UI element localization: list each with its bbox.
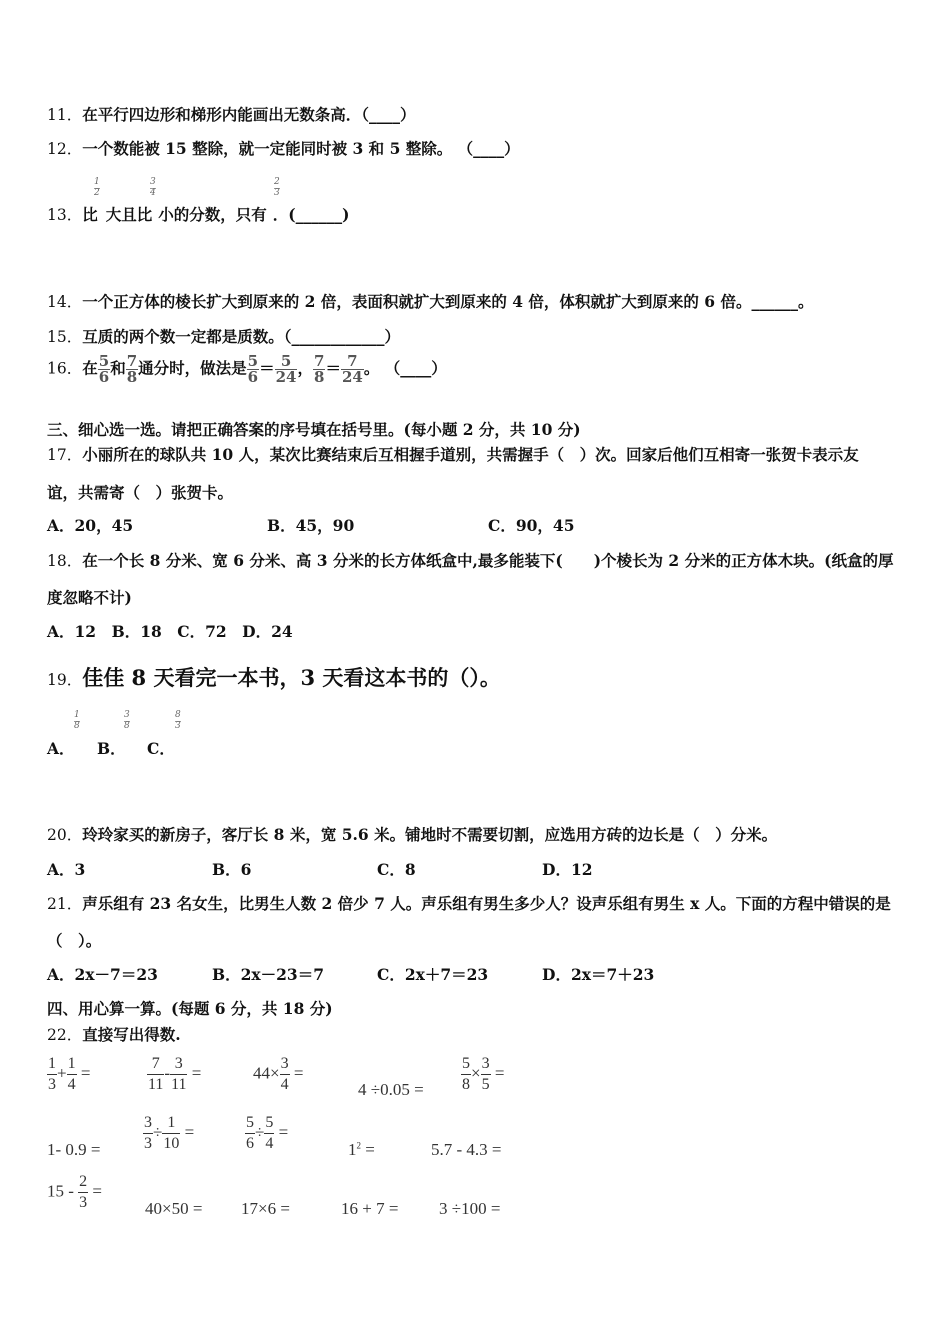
question-18 bbox=[47, 549, 893, 571]
question-21-line-2: （ ）。 bbox=[47, 931, 102, 950]
question-text: 玲玲家买的新房子，客厅长 8 米，宽 5.6 米。铺地时不需要切割，应选用方砖的边长是（ ）分米。 bbox=[82, 825, 778, 844]
fraction-2-3: 2 3 bbox=[274, 177, 280, 198]
question-number: 19． bbox=[47, 671, 83, 689]
question-number: 16． bbox=[47, 359, 83, 378]
option-a[interactable]: A．2x－7＝23 bbox=[47, 965, 158, 984]
text-part: 通分时，做法是 bbox=[138, 358, 247, 378]
question-text: 一个数能被 15 整除，就一定能同时被 3 和 5 整除。 （____） bbox=[82, 139, 520, 158]
option-b[interactable]: B．2x－23＝7 bbox=[212, 965, 324, 984]
option-a[interactable]: A．3 bbox=[47, 860, 86, 879]
calc-item: $1^2$ = bbox=[348, 1140, 375, 1159]
fraction-5-24: $\frac{5}{24}$ bbox=[275, 352, 297, 386]
option-c[interactable]: C． bbox=[147, 739, 175, 758]
fraction-8-3: 8 3 bbox=[175, 710, 181, 731]
fraction-3-8: 3 8 bbox=[124, 710, 130, 731]
option-d[interactable]: D．12 bbox=[542, 860, 593, 879]
text-part: ， bbox=[297, 358, 313, 378]
text-part: 小的分数，只有 bbox=[158, 205, 267, 224]
calc-item: 5.7 - 4.3 = bbox=[431, 1140, 502, 1159]
option-b[interactable]: B．6 bbox=[212, 860, 252, 879]
option-a[interactable]: A． bbox=[47, 739, 75, 758]
text-part: 大且比 bbox=[105, 205, 153, 224]
calc-item: $\frac{7}{11}$ - $\frac{3}{11}$ = bbox=[148, 1055, 202, 1093]
calc-item: 4 ÷0.05 = bbox=[358, 1080, 424, 1099]
question-22 bbox=[47, 1023, 181, 1045]
question-text: 在一个长 8 分米、宽 6 分米、高 3 分米的长方体纸盒中,最多能装下( )个棱长为 2 分米的正方体木块。(纸盒的厚 bbox=[82, 551, 894, 570]
option-a[interactable]: A．20，45 bbox=[47, 516, 134, 535]
fraction-5-6: $\frac{5}{6}$ bbox=[98, 352, 110, 386]
question-number: 12． bbox=[47, 140, 83, 158]
fraction-1-2: 1 2 bbox=[94, 177, 100, 198]
question-text: 互质的两个数一定都是质数。（____________） bbox=[82, 327, 400, 346]
option-d[interactable]: D．2x＝7＋23 bbox=[542, 965, 655, 984]
calc-item: 15 - $\frac{2}{3}$ = bbox=[47, 1173, 103, 1211]
question-number: 11． bbox=[47, 106, 83, 124]
question-number: 20． bbox=[47, 826, 83, 844]
question-text: 一个正方体的棱长扩大到原来的 2 倍，表面积就扩大到原来的 4 倍，体积就扩大到原来的 6 倍。______。 bbox=[82, 292, 814, 311]
question-19 bbox=[47, 662, 501, 692]
question-17 bbox=[47, 443, 859, 465]
question-text: 在平行四边形和梯形内能画出无数条高．（____） bbox=[82, 105, 416, 124]
question-21 bbox=[47, 892, 891, 914]
question-text: 佳佳 8 天看完一本书，3 天看这本书的（）。 bbox=[82, 665, 501, 690]
question-text: 小丽所在的球队共 10 人，某次比赛结束后互相握手道别，共需握手（ ）次。回家后他们互相寄一张贺卡表示友 bbox=[82, 445, 859, 464]
question-text: 声乐组有 23 名女生，比男生人数 2 倍少 7 人。声乐组有男生多少人？设声乐组有男生 x 人。下面的方程中错误的是 bbox=[82, 894, 891, 913]
calc-item: 44× $\frac{3}{4}$ = bbox=[253, 1055, 304, 1093]
text-part: 比 bbox=[82, 205, 98, 224]
question-14 bbox=[47, 290, 813, 312]
question-13 bbox=[47, 203, 349, 225]
question-18-line-2: 度忽略不计) bbox=[47, 588, 132, 607]
question-15 bbox=[47, 325, 400, 347]
question-16 bbox=[47, 354, 447, 385]
question-number: 14． bbox=[47, 293, 83, 311]
section-3-heading: 三、细心选一选。请把正确答案的序号填在括号里。(每小题 2 分，共 10 分) bbox=[47, 420, 581, 439]
calc-item: 16 + 7 = bbox=[341, 1199, 399, 1218]
calc-item: 17×6 = bbox=[241, 1199, 290, 1218]
fraction-1-8: 1 8 bbox=[74, 710, 80, 731]
text-part: ＝ bbox=[325, 358, 341, 378]
option-b[interactable]: B． bbox=[97, 739, 126, 758]
option-c[interactable]: C．90，45 bbox=[488, 516, 575, 535]
options[interactable]: A．12 B．18 C．72 D．24 bbox=[47, 622, 293, 641]
question-12 bbox=[47, 137, 520, 159]
text-part: 在 bbox=[82, 358, 98, 378]
question-number: 13． bbox=[47, 206, 83, 224]
option-b[interactable]: B．45，90 bbox=[267, 516, 355, 535]
question-11 bbox=[47, 103, 416, 125]
calc-item: $\frac{3}{3}$ ÷ $\frac{1}{10}$ = bbox=[144, 1114, 195, 1152]
fraction-7-8: $\frac{7}{8}$ bbox=[126, 352, 138, 386]
text-part: 。 （____） bbox=[363, 358, 447, 378]
option-c[interactable]: C．2x＋7＝23 bbox=[377, 965, 489, 984]
calc-item: 1- 0.9 = bbox=[47, 1140, 101, 1159]
text-part: ＝ bbox=[259, 358, 275, 378]
calc-item: 3 ÷100 = bbox=[439, 1199, 501, 1218]
text-part: ．(______) bbox=[272, 205, 350, 224]
calc-item: $\frac{5}{8}$ × $\frac{3}{5}$ = bbox=[462, 1055, 505, 1093]
question-number: 21． bbox=[47, 895, 83, 913]
text-part: 和 bbox=[110, 358, 126, 378]
question-number: 17． bbox=[47, 446, 83, 464]
calc-item: $\frac{5}{6}$ ÷ $\frac{5}{4}$ = bbox=[246, 1114, 289, 1152]
question-17-line-2: 谊，共需寄（ ）张贺卡。 bbox=[47, 483, 234, 502]
question-number: 22． bbox=[47, 1026, 83, 1044]
calc-item: $\frac{1}{3}$ + $\frac{1}{4}$ = bbox=[48, 1055, 91, 1093]
fraction-7-8: $\frac{7}{8}$ bbox=[314, 352, 325, 386]
question-number: 18． bbox=[47, 552, 83, 570]
fraction-5-6: $\frac{5}{6}$ bbox=[247, 352, 259, 386]
question-20 bbox=[47, 823, 777, 845]
question-text: 直接写出得数. bbox=[82, 1025, 181, 1044]
fraction-7-24: $\frac{7}{24}$ bbox=[341, 352, 363, 386]
calc-item: 40×50 = bbox=[145, 1199, 203, 1218]
question-number: 15． bbox=[47, 328, 83, 346]
section-4-heading: 四、用心算一算。(每题 6 分，共 18 分) bbox=[47, 999, 333, 1018]
option-c[interactable]: C．8 bbox=[377, 860, 416, 879]
fraction-3-4: 3 4 bbox=[150, 177, 156, 198]
